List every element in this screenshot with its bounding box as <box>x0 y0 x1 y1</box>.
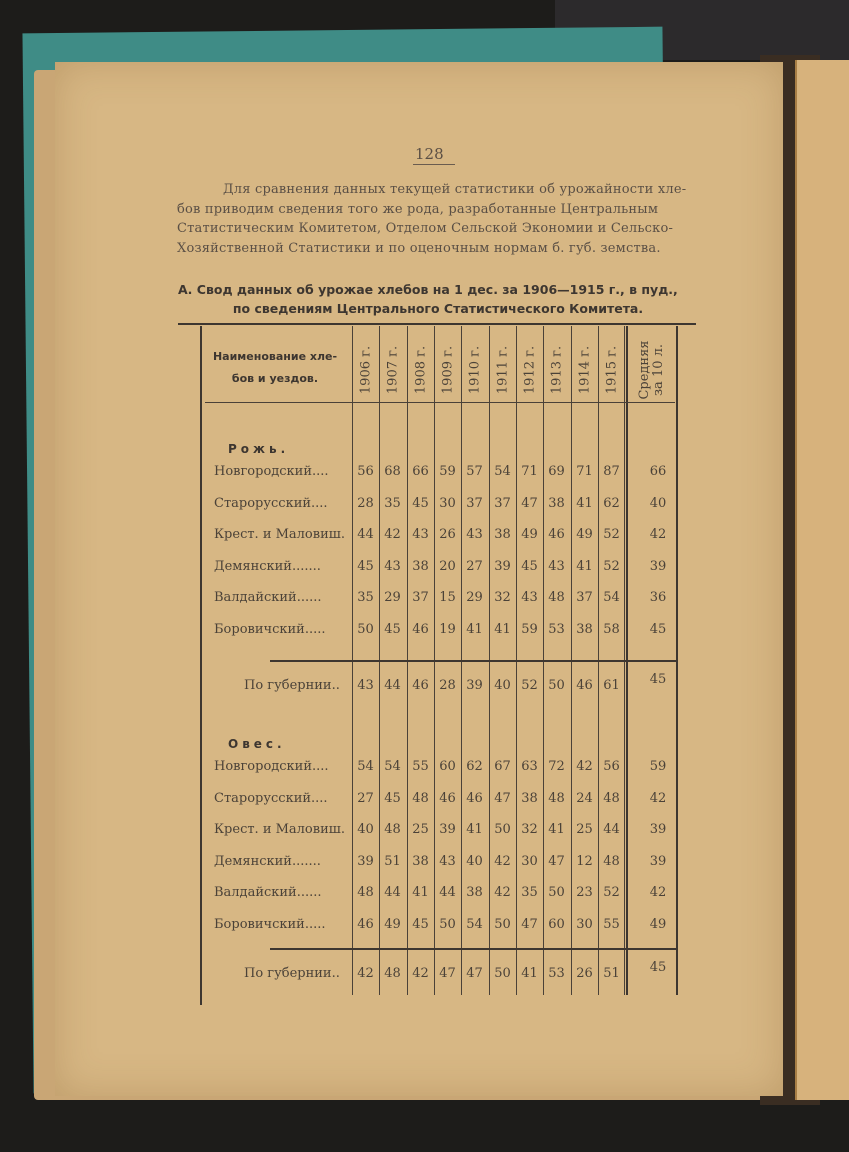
section-title: Рожь. <box>228 442 290 456</box>
yield-value: 41 <box>548 822 565 837</box>
yield-value: 38 <box>412 558 429 574</box>
subtotal-rule <box>270 660 678 662</box>
yield-value: 41 <box>576 495 593 511</box>
total-value: 44 <box>384 678 401 693</box>
yield-value: 44 <box>357 527 374 542</box>
yield-value: 42 <box>494 853 511 869</box>
yield-value: 71 <box>521 464 538 479</box>
year-label: 1910 г. <box>467 345 483 395</box>
district-name: Боровичский..... <box>214 621 326 637</box>
total-value: 26 <box>576 966 593 981</box>
average-value: 66 <box>649 464 667 479</box>
header-label-line: Наименование хле- <box>212 350 338 363</box>
header-label-line: бов и уездов. <box>231 372 319 385</box>
yield-value: 35 <box>384 495 401 511</box>
yield-value: 67 <box>494 759 511 774</box>
yield-value: 37 <box>412 590 429 605</box>
yield-value: 15 <box>439 590 456 605</box>
yield-value: 42 <box>494 885 511 900</box>
yield-value: 50 <box>494 822 511 837</box>
yield-value: 45 <box>412 916 429 932</box>
yield-value: 29 <box>384 590 401 605</box>
section-title: Овес. <box>228 737 286 751</box>
yield-value: 43 <box>384 558 401 574</box>
yield-value: 38 <box>576 621 593 637</box>
yield-value: 43 <box>466 527 483 542</box>
year-header <box>434 340 462 400</box>
yield-value: 50 <box>494 916 511 932</box>
yield-value: 27 <box>357 790 374 806</box>
yield-value: 32 <box>494 590 511 605</box>
yield-value: 37 <box>576 590 593 605</box>
yield-value: 52 <box>603 558 620 574</box>
yield-value: 46 <box>548 527 565 542</box>
yield-value: 63 <box>521 759 538 774</box>
average-value: 36 <box>649 590 667 605</box>
yield-value: 46 <box>439 790 456 806</box>
district-name: Демянский....... <box>214 853 321 869</box>
total-value: 42 <box>357 966 374 981</box>
year-label: 1914 г. <box>577 345 593 395</box>
subtotal-rule <box>270 948 678 950</box>
average-value: 39 <box>649 853 667 869</box>
total-value: 46 <box>576 678 593 693</box>
page-number: 128 <box>415 145 444 163</box>
year-header <box>598 340 626 400</box>
yield-value: 57 <box>466 464 483 479</box>
yield-value: 69 <box>548 464 565 479</box>
district-name: Новгородский.... <box>214 759 329 774</box>
yield-value: 12 <box>576 853 593 869</box>
yield-value: 42 <box>576 759 593 774</box>
yield-value: 46 <box>466 790 483 806</box>
yield-value: 38 <box>466 885 483 900</box>
district-name: Демянский....... <box>214 558 321 574</box>
yield-value: 72 <box>548 759 565 774</box>
average-header <box>630 340 674 400</box>
total-value: 50 <box>494 966 511 981</box>
yield-value: 25 <box>412 822 429 837</box>
yield-value: 87 <box>603 464 620 479</box>
yield-value: 49 <box>576 527 593 542</box>
year-header <box>407 340 435 400</box>
yield-value: 59 <box>521 621 538 637</box>
district-name: Крест. и Маловиш. <box>214 822 345 837</box>
facing-page-edge <box>795 60 849 1100</box>
district-name: Крест. и Маловиш. <box>214 527 345 542</box>
year-label: 1908 г. <box>413 345 429 395</box>
yield-value: 41 <box>576 558 593 574</box>
total-value: 43 <box>357 678 374 693</box>
year-header <box>571 340 599 400</box>
total-value: 52 <box>521 678 538 693</box>
yield-value: 54 <box>494 464 511 479</box>
yield-value: 41 <box>466 822 483 837</box>
total-value: 53 <box>548 966 565 981</box>
province-total-label: По губернии.. <box>244 678 340 693</box>
yield-value: 45 <box>384 790 401 806</box>
yield-value: 52 <box>603 527 620 542</box>
yield-value: 46 <box>357 916 374 932</box>
yield-value: 41 <box>466 621 483 637</box>
yield-value: 55 <box>603 916 620 932</box>
yield-value: 41 <box>412 885 429 900</box>
yield-value: 38 <box>521 790 538 806</box>
average-value: 42 <box>649 790 667 806</box>
table-title-line: А. Свод данных об урожае хлебов на 1 дес. за 1906—1915 г., в пуд., <box>178 282 678 297</box>
yield-value: 48 <box>603 790 620 806</box>
intro-line: Для сравнения данных текущей статистики об урожайности хле- <box>223 182 687 197</box>
yield-value: 24 <box>576 790 593 806</box>
year-label: 1909 г. <box>440 345 456 395</box>
average-value: 39 <box>649 822 667 837</box>
yield-value: 51 <box>384 853 401 869</box>
yield-value: 43 <box>548 558 565 574</box>
yield-value: 71 <box>576 464 593 479</box>
yield-value: 30 <box>576 916 593 932</box>
district-name: Старорусский.... <box>214 495 328 511</box>
province-total-label: По губернии.. <box>244 966 340 981</box>
yield-value: 48 <box>384 822 401 837</box>
yield-value: 48 <box>603 853 620 869</box>
yield-value: 38 <box>494 527 511 542</box>
yield-value: 43 <box>521 590 538 605</box>
total-value: 50 <box>548 678 565 693</box>
total-value: 46 <box>412 678 429 693</box>
yield-value: 47 <box>521 916 538 932</box>
yield-value: 48 <box>357 885 374 900</box>
yield-value: 19 <box>439 621 456 637</box>
average-value: 45 <box>649 621 667 637</box>
yield-value: 25 <box>576 822 593 837</box>
yield-value: 42 <box>384 527 401 542</box>
total-value: 39 <box>466 678 483 693</box>
yield-value: 54 <box>466 916 483 932</box>
yield-value: 23 <box>576 885 593 900</box>
year-header <box>543 340 571 400</box>
total-average: 45 <box>649 960 667 975</box>
intro-line: Хозяйственной Статистики и по оценочным нормам б. губ. земства. <box>177 240 661 256</box>
total-value: 48 <box>384 966 401 981</box>
yield-value: 35 <box>357 590 374 605</box>
year-label: 1913 г. <box>549 345 565 395</box>
yield-value: 49 <box>521 527 538 542</box>
total-average: 45 <box>649 672 667 687</box>
year-header <box>352 340 380 400</box>
yield-value: 44 <box>603 822 620 837</box>
total-value: 61 <box>603 678 620 693</box>
yield-value: 62 <box>466 759 483 774</box>
total-value: 28 <box>439 678 456 693</box>
average-value: 39 <box>649 558 667 574</box>
yield-value: 28 <box>357 495 374 511</box>
yield-value: 37 <box>466 495 483 511</box>
yield-value: 56 <box>357 464 374 479</box>
yield-value: 66 <box>412 464 429 479</box>
district-name: Старорусский.... <box>214 790 328 806</box>
table-top-rule <box>178 323 696 325</box>
intro-line: бов приводим сведения того же рода, разработанные Центральным <box>177 201 659 217</box>
table-title <box>178 280 698 318</box>
total-value: 47 <box>466 966 483 981</box>
yield-value: 39 <box>357 853 374 869</box>
yield-value: 45 <box>412 495 429 511</box>
yield-value: 40 <box>466 853 483 869</box>
district-name: Новгородский.... <box>214 464 329 479</box>
yield-value: 40 <box>357 822 374 837</box>
yield-value: 56 <box>603 759 620 774</box>
yield-value: 45 <box>521 558 538 574</box>
yield-value: 48 <box>548 590 565 605</box>
header-label <box>205 346 345 390</box>
header-rule <box>205 402 675 403</box>
year-header <box>489 340 517 400</box>
page-number-rule <box>413 164 455 165</box>
average-value: 42 <box>649 527 667 542</box>
yield-value: 60 <box>439 759 456 774</box>
table-title-line: по сведениям Центрального Статистического Комитета. <box>232 301 644 316</box>
yield-value: 52 <box>603 885 620 900</box>
yield-value: 27 <box>466 558 483 574</box>
yield-value: 39 <box>439 822 456 837</box>
yield-value: 53 <box>548 621 565 637</box>
yield-value: 62 <box>603 495 620 511</box>
district-name: Валдайский...... <box>214 590 322 605</box>
yield-value: 26 <box>439 527 456 542</box>
average-value: 42 <box>649 885 667 900</box>
yield-value: 55 <box>412 759 429 774</box>
yield-value: 30 <box>439 495 456 511</box>
year-label: 1911 г. <box>495 345 511 395</box>
intro-line: Статистическим Комитетом, Отделом Сельской Экономии и Сельско- <box>177 221 674 236</box>
total-value: 42 <box>412 966 429 981</box>
yield-value: 68 <box>384 464 401 479</box>
yield-value: 60 <box>548 916 565 932</box>
yield-value: 46 <box>412 621 429 637</box>
yield-value: 20 <box>439 558 456 574</box>
yield-value: 35 <box>521 885 538 900</box>
yield-value: 29 <box>466 590 483 605</box>
yield-value: 43 <box>439 853 456 869</box>
yield-value: 47 <box>521 495 538 511</box>
yield-value: 38 <box>412 853 429 869</box>
average-label: Средняя за 10 л. <box>637 340 666 400</box>
yield-value: 59 <box>439 464 456 479</box>
year-header <box>516 340 544 400</box>
total-value: 40 <box>494 678 511 693</box>
yield-value: 54 <box>357 759 374 774</box>
average-value: 49 <box>649 916 667 932</box>
yield-value: 44 <box>384 885 401 900</box>
intro-paragraph <box>177 180 697 258</box>
yield-value: 58 <box>603 621 620 637</box>
yield-value: 54 <box>384 759 401 774</box>
year-label: 1915 г. <box>604 345 620 395</box>
year-header <box>379 340 407 400</box>
yield-value: 49 <box>384 916 401 932</box>
yield-value: 43 <box>412 527 429 542</box>
table-left-border <box>200 326 202 1005</box>
yield-value: 54 <box>603 590 620 605</box>
yield-value: 50 <box>439 916 456 932</box>
yield-value: 47 <box>548 853 565 869</box>
total-value: 47 <box>439 966 456 981</box>
yield-value: 39 <box>494 558 511 574</box>
total-value: 41 <box>521 966 538 981</box>
year-header <box>461 340 489 400</box>
year-label: 1912 г. <box>522 345 538 395</box>
yield-value: 45 <box>357 558 374 574</box>
average-value: 59 <box>649 759 667 774</box>
yield-value: 44 <box>439 885 456 900</box>
district-name: Боровичский..... <box>214 916 326 932</box>
yield-value: 37 <box>494 495 511 511</box>
average-value: 40 <box>649 495 667 511</box>
district-name: Валдайский...... <box>214 885 322 900</box>
year-label: 1906 г. <box>358 345 374 395</box>
total-value: 51 <box>603 966 620 981</box>
year-label: 1907 г. <box>385 345 401 395</box>
yield-value: 50 <box>548 885 565 900</box>
yield-value: 41 <box>494 621 511 637</box>
yield-value: 45 <box>384 621 401 637</box>
yield-value: 48 <box>548 790 565 806</box>
yield-value: 47 <box>494 790 511 806</box>
yield-value: 32 <box>521 822 538 837</box>
yield-value: 50 <box>357 621 374 637</box>
yield-value: 48 <box>412 790 429 806</box>
yield-value: 38 <box>548 495 565 511</box>
yield-value: 30 <box>521 853 538 869</box>
